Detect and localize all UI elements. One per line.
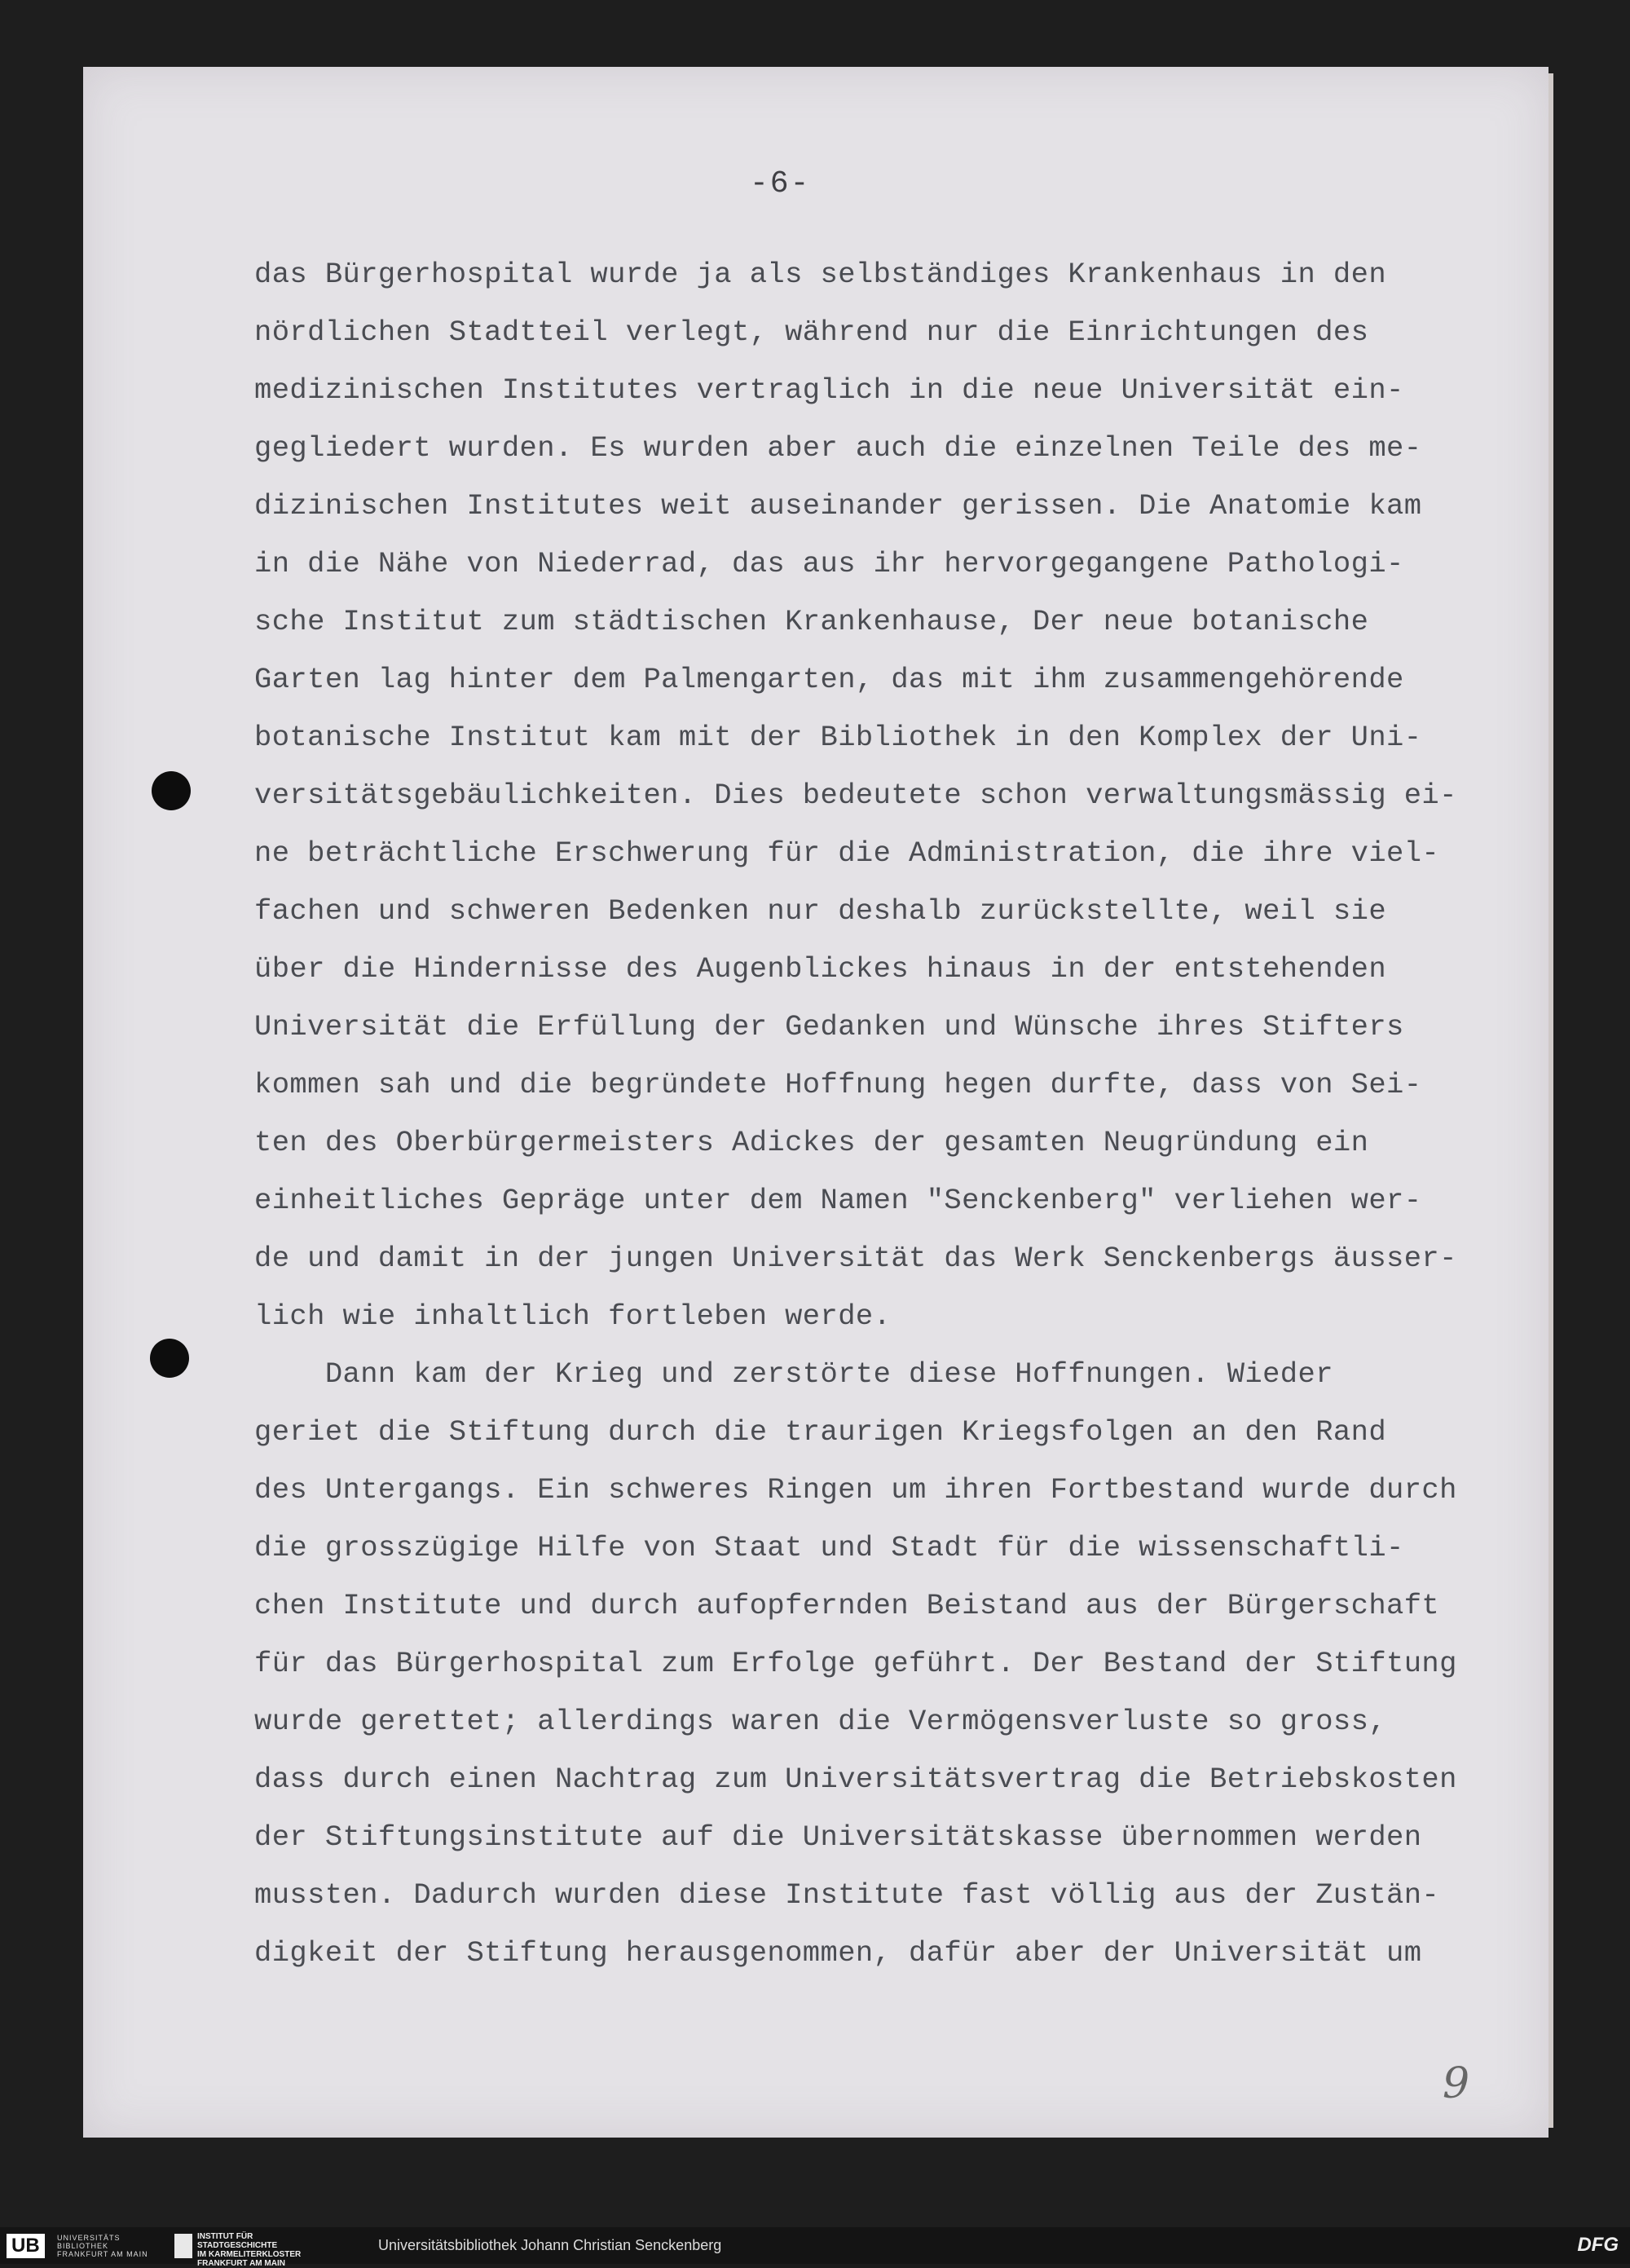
text-line: ne beträchtliche Erschwerung für die Administration, die ihre viel- xyxy=(254,836,1440,870)
text-line: versitätsgebäulichkeiten. Dies bedeutete schon verwaltungsmässig ei- xyxy=(254,779,1457,812)
text-line: de und damit in der jungen Universität das Werk Senckenbergs äusser- xyxy=(254,1242,1457,1275)
ifs-logo-icon xyxy=(174,2234,192,2258)
dfg-logo: DFG xyxy=(1577,2234,1619,2256)
text-line: chen Institute und durch aufopfernden Beistand aus der Bürgerschaft xyxy=(254,1589,1440,1622)
punch-hole xyxy=(150,1339,189,1378)
ifs-logo-text: INSTITUT FÜR STADTGESCHICHTE IM KARMELITERKLOSTER FRANKFURT AM MAIN xyxy=(197,2232,302,2268)
text-line: ten des Oberbürgermeisters Adickes der gesamten Neugründung ein xyxy=(254,1126,1369,1159)
footer-caption: Universitätsbibliothek Johann Christian Senckenberg xyxy=(378,2237,722,2253)
text-line: der Stiftungsinstitute auf die Universitätskasse übernommen werden xyxy=(254,1820,1422,1854)
text-line: nördlichen Stadtteil verlegt, während nur die Einrichtungen des xyxy=(254,315,1369,349)
text-line: Universität die Erfüllung der Gedanken und Wünsche ihres Stifters xyxy=(254,1010,1404,1044)
text-line: das Bürgerhospital wurde ja als selbständiges Krankenhaus in den xyxy=(254,258,1387,291)
text-line: fachen und schweren Bedenken nur deshalb zurückstellte, weil sie xyxy=(254,894,1387,928)
text-line: wurde gerettet; allerdings waren die Vermögensverluste so gross, xyxy=(254,1705,1387,1738)
text-line: dizinischen Institutes weit auseinander gerissen. Die Anatomie kam xyxy=(254,489,1422,523)
ub-logo-text: UNIVERSITÄTS BIBLIOTHEK FRANKFURT AM MAIN xyxy=(57,2234,148,2258)
text-line: botanische Institut kam mit der Bibliothek in den Komplex der Uni- xyxy=(254,721,1422,754)
text-line: Garten lag hinter dem Palmengarten, das mit ihm zusammengehörende xyxy=(254,663,1404,696)
footer-bar xyxy=(0,2227,1630,2268)
pencil-page-number: 9 xyxy=(1443,2059,1470,2108)
text-line: dass durch einen Nachtrag zum Universitätsvertrag die Betriebskosten xyxy=(254,1763,1457,1796)
text-line: sche Institut zum städtischen Krankenhause, Der neue botanische xyxy=(254,605,1369,638)
text-line: gegliedert wurden. Es wurden aber auch die einzelnen Teile des me- xyxy=(254,431,1422,465)
ub-logo: UB xyxy=(7,2234,45,2258)
text-line: Dann kam der Krieg und zerstörte diese Hoffnungen. Wieder xyxy=(254,1357,1333,1391)
text-line: einheitliches Gepräge unter dem Namen "Senckenberg" verliehen wer- xyxy=(254,1184,1422,1217)
text-line: des Untergangs. Ein schweres Ringen um ihren Fortbestand wurde durch xyxy=(254,1473,1457,1507)
text-line: lich wie inhaltlich fortleben werde. xyxy=(254,1299,892,1333)
punch-hole xyxy=(152,771,191,810)
text-line: geriet die Stiftung durch die traurigen Kriegsfolgen an den Rand xyxy=(254,1415,1387,1449)
text-line: mussten. Dadurch wurden diese Institute fast völlig aus der Zustän- xyxy=(254,1878,1440,1912)
text-line: die grosszügige Hilfe von Staat und Stadt für die wissenschaftli- xyxy=(254,1531,1404,1564)
text-line: für das Bürgerhospital zum Erfolge geführt. Der Bestand der Stiftung xyxy=(254,1647,1457,1680)
page-number: -6- xyxy=(750,166,811,201)
text-line: digkeit der Stiftung herausgenommen, dafür aber der Universität um xyxy=(254,1936,1422,1970)
text-line: kommen sah und die begründete Hoffnung hegen durfte, dass von Sei- xyxy=(254,1068,1422,1101)
text-line: medizinischen Institutes vertraglich in die neue Universität ein- xyxy=(254,373,1404,407)
text-line: in die Nähe von Niederrad, das aus ihr hervorgegangene Pathologi- xyxy=(254,547,1404,580)
text-line: über die Hindernisse des Augenblickes hinaus in der entstehenden xyxy=(254,952,1387,986)
